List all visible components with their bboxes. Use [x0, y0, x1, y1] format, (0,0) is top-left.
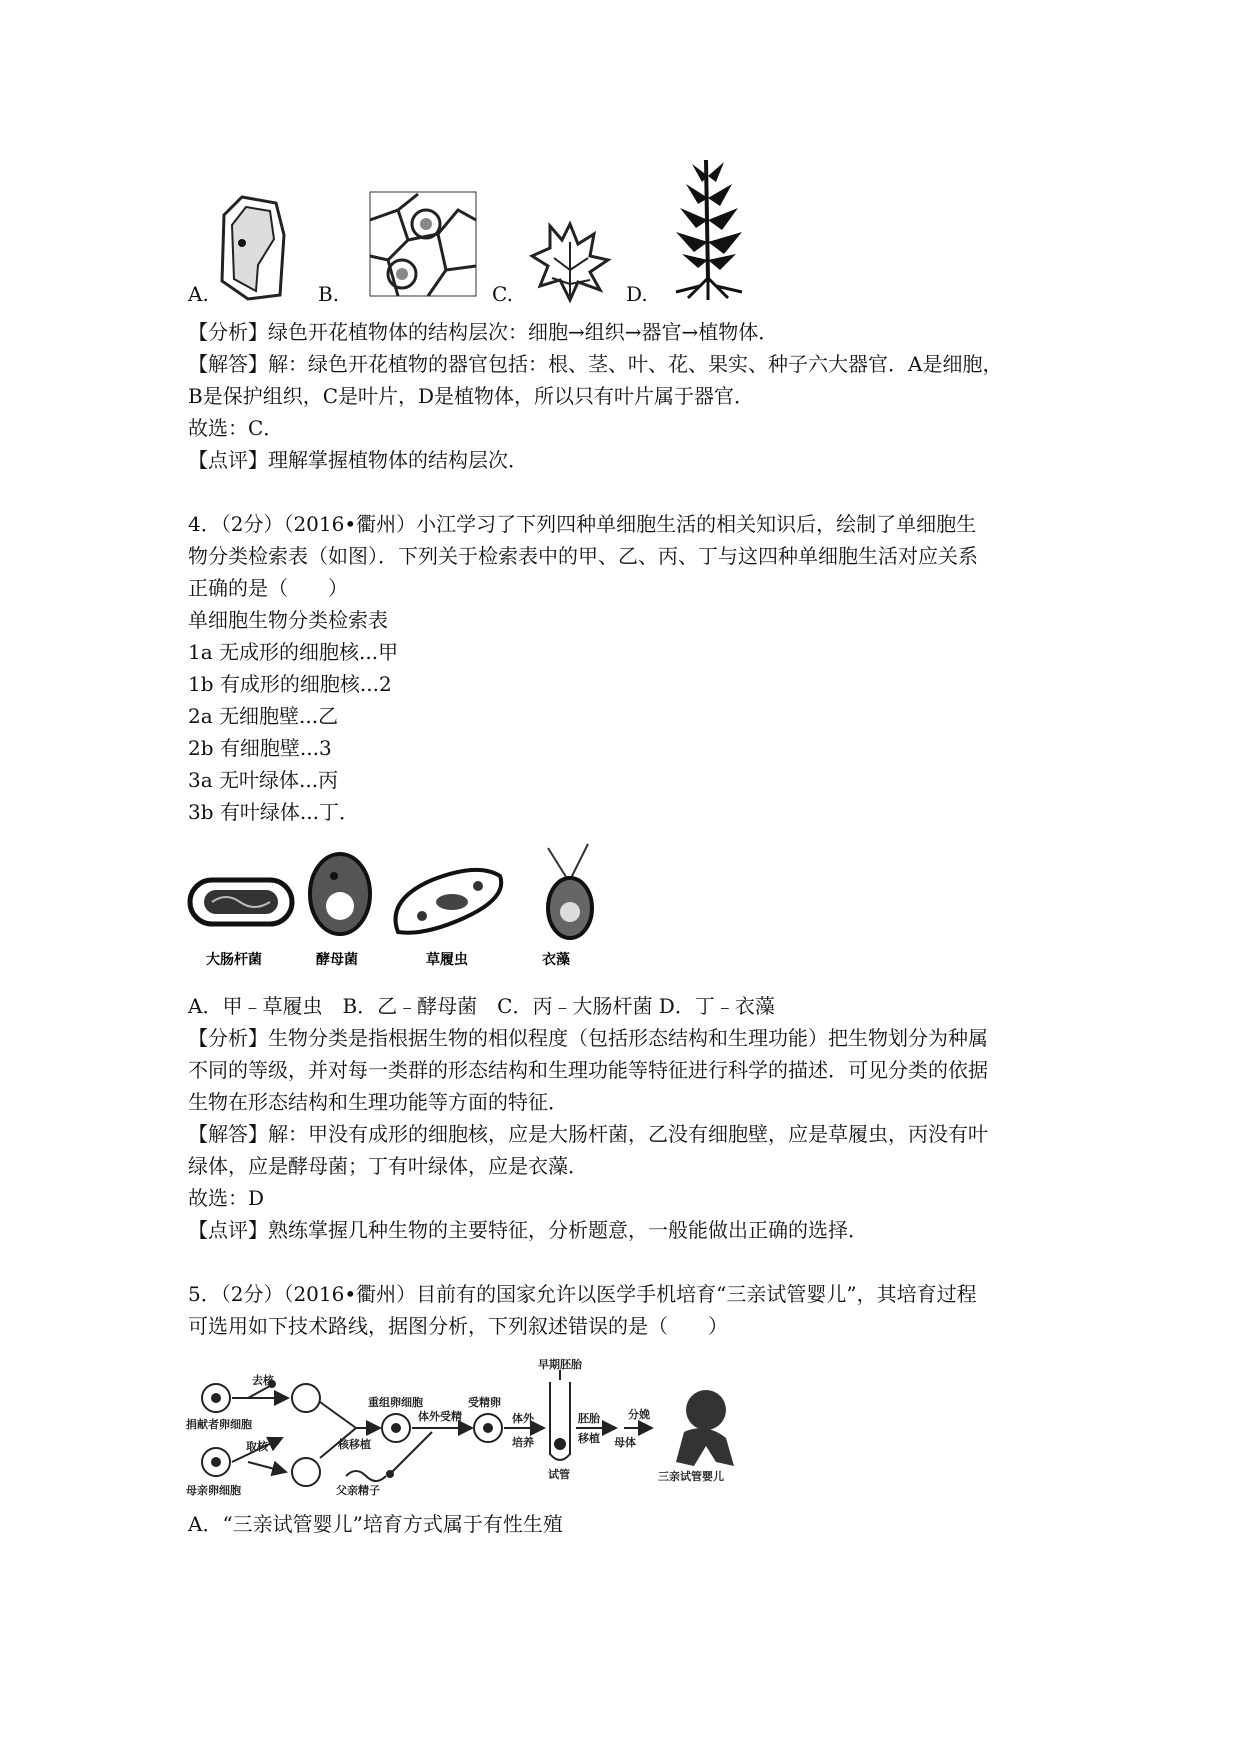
q3-answer-line-1: 【解答】解：绿色开花植物的器官包括：根、茎、叶、花、果实、种子六大器官．A是细胞， [188, 352, 1003, 376]
q4-comment: 【点评】熟练掌握几种生物的主要特征，分析题意，一般能做出正确的选择． [188, 1218, 868, 1242]
label-test-tube: 试管 [548, 1468, 570, 1481]
key-item: 3a 无叶绿体...丙 [188, 768, 339, 792]
yeast-figure [310, 854, 370, 934]
q4-analysis-line-2: 不同的等级，并对每一类群的形态结构和生理功能等特征进行科学的描述．可见分类的依据 [188, 1058, 988, 1082]
q3-comment: 【点评】理解掌握植物体的结构层次． [188, 448, 528, 472]
option-d-label: D. [626, 282, 648, 306]
label-take-nucleus: 取核 [246, 1440, 268, 1453]
option-b-label: B. [318, 282, 340, 306]
label-father-sperm: 父亲精子 [336, 1484, 380, 1497]
q4-analysis-line-1: 【分析】生物分类是指根据生物的相似程度（包括形态结构和生理功能）把生物划分为种属 [188, 1026, 988, 1050]
label-transfer-1: 胚胎 [578, 1412, 600, 1425]
q4-answer-line-1: 【解答】解：甲没有成形的细胞核，应是大肠杆菌，乙没有细胞壁，应是草履虫，丙没有叶 [188, 1122, 988, 1146]
ecoli-figure [190, 880, 292, 924]
label-mother-egg: 母亲卵细胞 [186, 1484, 241, 1497]
label-mother-body: 母体 [614, 1436, 636, 1449]
q4-stem-line-1: 4．（2分）（2016•衢州）小江学习了下列四种单细胞生活的相关知识后，绘制了单细胞生 [188, 512, 977, 536]
q3-answer-line-2: B是保护组织，C是叶片，D是植物体，所以只有叶片属于器官． [188, 384, 755, 408]
label-early-embryo: 早期胚胎 [538, 1358, 582, 1371]
key-item: 1b 有成形的细胞核...2 [188, 672, 392, 696]
label-culture-1: 体外 [512, 1412, 534, 1425]
label-transfer-2: 移植 [578, 1432, 600, 1445]
q3-choice: 故选：C． [188, 416, 284, 440]
q4-stem-line-2: 物分类检索表（如图）．下列关于检索表中的甲、乙、丙、丁与这四种单细胞生活对应关系 [188, 544, 978, 568]
three-parent-ivf-diagram [186, 1358, 746, 1498]
caption-ecoli: 大肠杆菌 [206, 952, 262, 968]
label-reconstructed-egg: 重组卵细胞 [368, 1396, 423, 1409]
q5-stem-line-1: 5．（2分）（2016•衢州）目前有的国家允许以医学手机培育“三亲试管婴儿”，其培育过程 [188, 1282, 977, 1306]
q4-analysis-line-3: 生物在形态结构和生理功能等方面的特征． [188, 1090, 568, 1114]
label-culture-2: 培养 [512, 1436, 534, 1449]
plant-cell-figure [218, 195, 288, 303]
option-c-label: C. [492, 282, 513, 306]
whole-plant-figure [662, 156, 752, 302]
label-fertilized-egg: 受精卵 [468, 1396, 501, 1409]
key-item: 1a 无成形的细胞核...甲 [188, 640, 399, 664]
single-cell-organisms-figure [186, 840, 606, 970]
label-ivf: 体外受精 [418, 1410, 462, 1423]
q4-options[interactable]: A．甲﹣草履虫 B．乙﹣酵母菌 C．丙﹣大肠杆菌 D．丁﹣衣藻 [188, 994, 775, 1018]
option-a-label: A. [188, 282, 209, 306]
label-nuclear-transfer: 核移植 [338, 1438, 371, 1451]
paramecium-figure [396, 870, 502, 933]
leaf-figure [530, 220, 610, 302]
q4-choice: 故选：D [188, 1186, 265, 1210]
caption-chlamydomonas: 衣藻 [542, 952, 570, 968]
caption-yeast: 酵母菌 [316, 952, 358, 968]
q5-stem-line-2: 可选用如下技术路线，据图分析，下列叙述错误的是（ ） [188, 1314, 728, 1338]
label-remove-nucleus: 去核 [252, 1374, 274, 1387]
q5-option-a[interactable]: A．“三亲试管婴儿”培育方式属于有性生殖 [188, 1512, 563, 1536]
chlamydomonas-figure [548, 844, 592, 938]
key-item: 2a 无细胞壁...乙 [188, 704, 339, 728]
key-item: 3b 有叶绿体...丁． [188, 800, 359, 824]
label-donor-egg: 捐献者卵细胞 [186, 1418, 252, 1431]
caption-paramecium: 草履虫 [426, 952, 468, 968]
q4-answer-line-2: 绿体，应是酵母菌；丁有叶绿体，应是衣藻． [188, 1154, 588, 1178]
baby-figure [676, 1390, 734, 1466]
protective-tissue-figure [368, 190, 478, 298]
label-baby: 三亲试管婴儿 [658, 1470, 724, 1483]
q3-analysis: 【分析】绿色开花植物体的结构层次：细胞→组织→器官→植物体． [188, 320, 779, 344]
key-item: 2b 有细胞壁...3 [188, 736, 332, 760]
key-table-title: 单细胞生物分类检索表 [188, 608, 388, 632]
q4-stem-line-3: 正确的是（ ） [188, 576, 348, 600]
label-birth: 分娩 [628, 1408, 650, 1421]
